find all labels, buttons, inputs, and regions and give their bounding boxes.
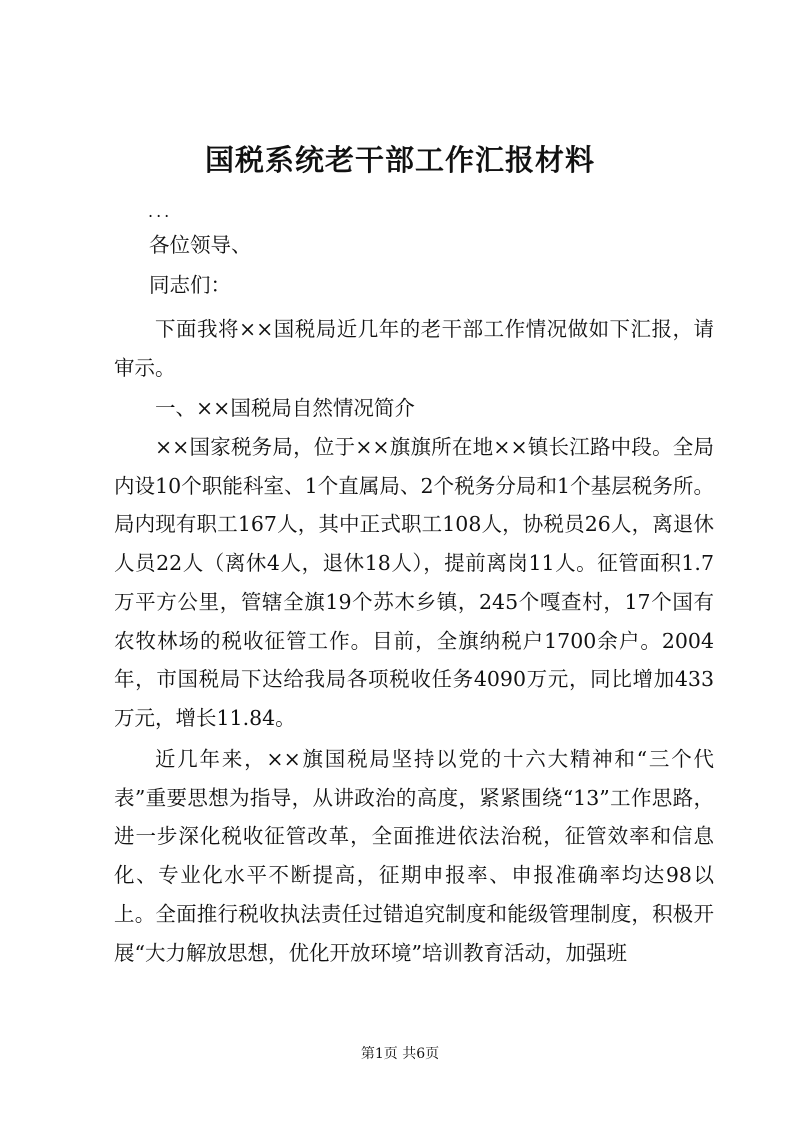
salutation-leaders: 各位领导、 — [149, 233, 252, 257]
ellipsis-marker: ... — [148, 202, 173, 221]
salutation-comrades: 同志们： — [149, 273, 231, 297]
document-title: 国税系统老干部工作汇报材料 — [204, 143, 595, 177]
paragraph-achievements: 近几年来，××旗国税局坚持以党的十六大精神和“三个代表”重要思想为指导，从讲政治的高度，紧紧围绕“13”工作思路，进一步深化税收征管改革，全面推进依法治税，征管效率和信息化、专业化水平不断提高，征期申报率、申报准确率均达98以上。全面推行税收执法责任过错追究制度和能级管理制度，积极开展“大力解放思想，优化开放环境”培训教育活动，加强班 — [114, 747, 714, 965]
paragraph-intro: 下面我将××国税局近几年的老干部工作情况做如下汇报，请审示。 — [114, 317, 714, 380]
page-number: 第1页 共6页 — [360, 1046, 440, 1062]
section-heading-1: 一、××国税局自然情况简介 — [155, 396, 415, 420]
paragraph-overview: ××国家税务局，位于××旗旗所在地××镇长江路中段。全局内设10个职能科室、1个直属局、2个税务分局和1个基层税务所。局内现有职工167人，其中正式职工108人，协税员26人，离退休人员22人（离休4人，退休18人），提前离岗11人。征管面积1.7万平方公里，管辖全旗19个苏木乡镇，245个嘎查村，17个国有农牧林场的税收征管工作。目前，全旗纳税户1700余户。2004年，市国税局下达给我局各项税收任务4090万元，同比增加433万元，增长11.84。 — [114, 435, 714, 730]
